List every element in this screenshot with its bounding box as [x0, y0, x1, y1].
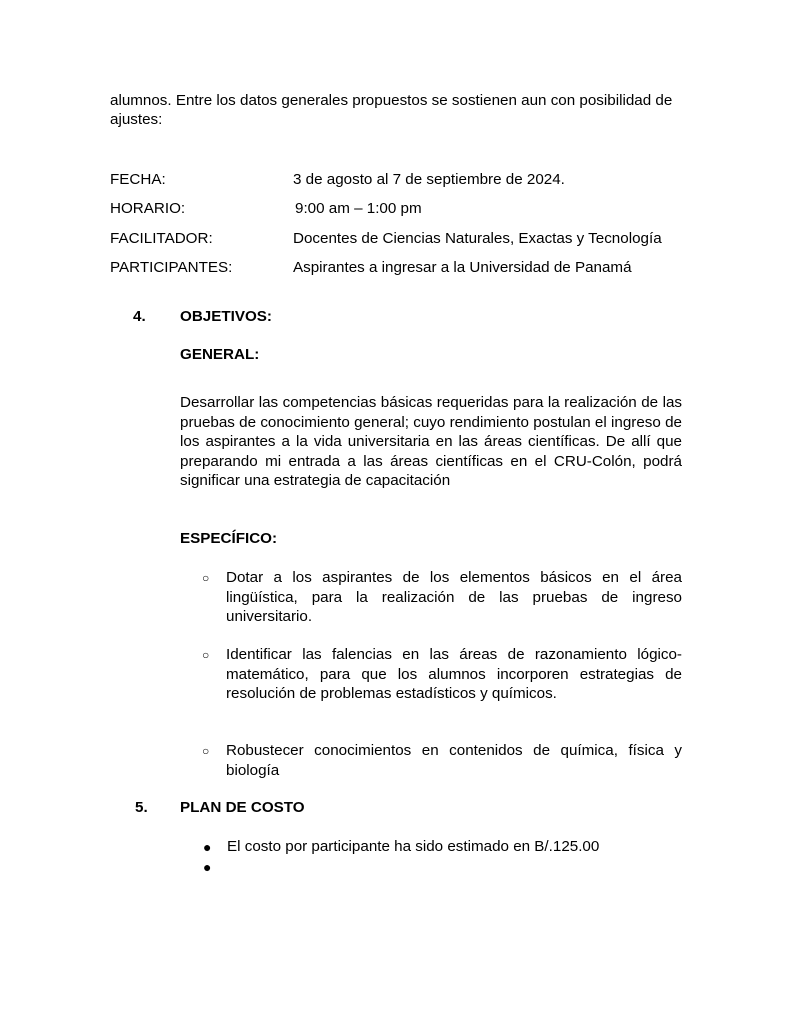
- specific-heading: ESPECÍFICO:: [180, 530, 278, 547]
- specific-item-2: Identificar las falencias en las áreas de razonamiento lógico-matemático, para que los alumnos incorporen estrategias de resolución de problemas estadísticos y químicos.: [226, 646, 682, 702]
- section-4-title: OBJETIVOS:: [180, 308, 272, 325]
- detail-label-horario: HORARIO:: [110, 200, 186, 217]
- section-5-title: PLAN DE COSTO: [180, 799, 305, 816]
- circle-bullet-icon: ○: [202, 744, 210, 758]
- circle-bullet-icon: ○: [202, 571, 210, 585]
- bullet-icon: ●: [203, 839, 212, 855]
- general-paragraph: Desarrollar las competencias básicas requeridas para la realización de las pruebas de conocimiento general; cuyo rendimiento postulan el ingreso de los aspirantes a la vida universitaria en las áreas científicas. De allí que preparando mi entrada a las áreas científicas en el CRU-Colón, podrá significar una estrategia de capacitación: [180, 394, 682, 489]
- detail-value-fecha: 3 de agosto al 7 de septiembre de 2024.: [293, 171, 565, 188]
- section-4-number: 4.: [133, 308, 146, 325]
- section-5-number: 5.: [135, 799, 148, 816]
- bullet-icon: ●: [203, 859, 212, 875]
- cost-item-1: El costo por participante ha sido estimado en B/.125.00: [227, 838, 600, 855]
- detail-value-facilitador: Docentes de Ciencias Naturales, Exactas y Tecnología: [293, 230, 662, 247]
- specific-item-3: Robustecer conocimientos en contenidos de química, física y biología: [226, 742, 682, 779]
- detail-value-participantes: Aspirantes a ingresar a la Universidad de Panamá: [293, 259, 632, 276]
- detail-label-participantes: PARTICIPANTES:: [110, 259, 233, 276]
- general-heading: GENERAL:: [180, 346, 260, 363]
- detail-label-facilitador: FACILITADOR:: [110, 230, 213, 247]
- specific-item-1: Dotar a los aspirantes de los elementos básicos en el área lingüística, para la realización de las pruebas de ingreso universitario.: [226, 569, 682, 625]
- circle-bullet-icon: ○: [202, 648, 210, 662]
- detail-value-horario: 9:00 am – 1:00 pm: [295, 200, 422, 217]
- intro-line-1: alumnos. Entre los datos generales propuestos se sostienen aun con posibilidad de: [110, 92, 673, 109]
- intro-line-2: ajustes:: [110, 111, 163, 128]
- detail-label-fecha: FECHA:: [110, 171, 166, 188]
